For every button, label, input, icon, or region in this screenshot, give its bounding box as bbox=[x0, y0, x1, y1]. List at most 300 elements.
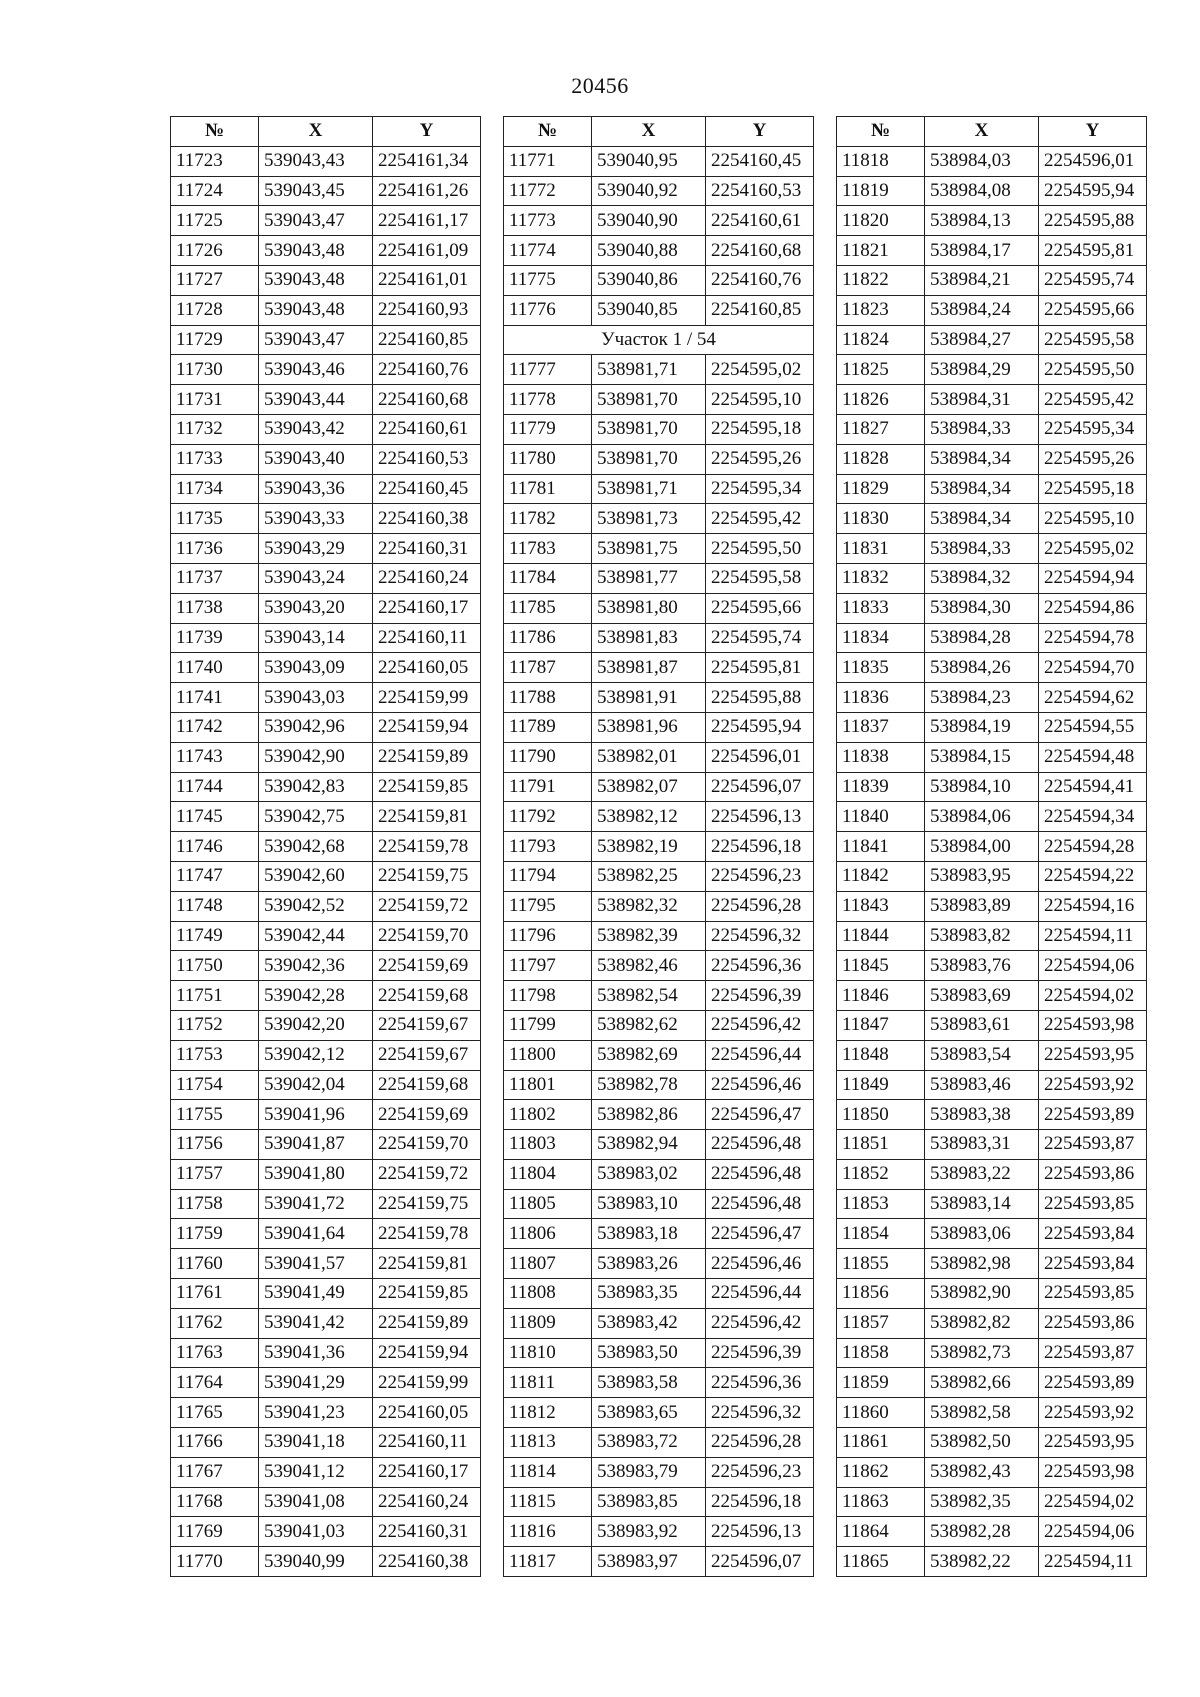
point-number-cell: 11792 bbox=[504, 802, 592, 832]
table-row bbox=[171, 1428, 481, 1458]
y-coordinate-cell: 2254595,58 bbox=[1039, 325, 1147, 355]
header-row bbox=[837, 117, 1147, 147]
table-row bbox=[837, 742, 1147, 772]
table-row bbox=[504, 1487, 814, 1517]
point-number-cell: 11794 bbox=[504, 861, 592, 891]
x-coordinate-cell: 538983,35 bbox=[592, 1279, 706, 1309]
table-row bbox=[171, 951, 481, 981]
point-number-cell: 11734 bbox=[171, 474, 259, 504]
x-coordinate-cell: 538984,17 bbox=[925, 236, 1039, 266]
point-number-cell: 11732 bbox=[171, 414, 259, 444]
x-coordinate-cell: 539043,03 bbox=[259, 683, 373, 713]
y-coordinate-cell: 2254596,23 bbox=[706, 861, 814, 891]
y-coordinate-cell: 2254593,86 bbox=[1039, 1308, 1147, 1338]
y-coordinate-cell: 2254160,93 bbox=[373, 295, 481, 325]
y-coordinate-cell: 2254593,95 bbox=[1039, 1040, 1147, 1070]
table-row bbox=[837, 474, 1147, 504]
table-row bbox=[171, 1189, 481, 1219]
point-number-cell: 11826 bbox=[837, 385, 925, 415]
table-row bbox=[837, 861, 1147, 891]
point-number-cell: 11840 bbox=[837, 802, 925, 832]
y-coordinate-cell: 2254160,17 bbox=[373, 593, 481, 623]
table-row bbox=[504, 832, 814, 862]
point-number-cell: 11723 bbox=[171, 146, 259, 176]
y-coordinate-cell: 2254594,34 bbox=[1039, 802, 1147, 832]
point-number-cell: 11860 bbox=[837, 1398, 925, 1428]
y-coordinate-cell: 2254593,89 bbox=[1039, 1100, 1147, 1130]
y-coordinate-cell: 2254595,50 bbox=[1039, 355, 1147, 385]
x-coordinate-cell: 538981,70 bbox=[592, 385, 706, 415]
x-coordinate-cell: 539041,29 bbox=[259, 1368, 373, 1398]
x-coordinate-cell: 538983,79 bbox=[592, 1457, 706, 1487]
y-coordinate-cell: 2254595,26 bbox=[706, 444, 814, 474]
table-row bbox=[504, 1100, 814, 1130]
x-coordinate-cell: 538981,87 bbox=[592, 653, 706, 683]
table-row bbox=[171, 832, 481, 862]
x-coordinate-cell: 538982,94 bbox=[592, 1130, 706, 1160]
y-coordinate-cell: 2254596,28 bbox=[706, 891, 814, 921]
y-coordinate-cell: 2254596,48 bbox=[706, 1130, 814, 1160]
x-coordinate-cell: 538982,32 bbox=[592, 891, 706, 921]
point-number-cell: 11750 bbox=[171, 951, 259, 981]
x-coordinate-cell: 538983,54 bbox=[925, 1040, 1039, 1070]
point-number-cell: 11800 bbox=[504, 1040, 592, 1070]
y-coordinate-cell: 2254159,89 bbox=[373, 1308, 481, 1338]
table-row bbox=[837, 653, 1147, 683]
table-row bbox=[837, 1338, 1147, 1368]
point-number-cell: 11748 bbox=[171, 891, 259, 921]
x-coordinate-cell: 539043,48 bbox=[259, 295, 373, 325]
table-row bbox=[837, 1189, 1147, 1219]
point-number-cell: 11845 bbox=[837, 951, 925, 981]
table-row bbox=[837, 355, 1147, 385]
y-coordinate-cell: 2254159,67 bbox=[373, 1010, 481, 1040]
x-coordinate-cell: 538983,14 bbox=[925, 1189, 1039, 1219]
table-row bbox=[504, 1070, 814, 1100]
table-row bbox=[504, 981, 814, 1011]
coordinates-table-left bbox=[170, 116, 481, 1577]
y-coordinate-cell: 2254160,38 bbox=[373, 504, 481, 534]
table-row bbox=[504, 891, 814, 921]
x-coordinate-cell: 538981,70 bbox=[592, 414, 706, 444]
table-row bbox=[171, 504, 481, 534]
x-coordinate-cell: 539043,42 bbox=[259, 414, 373, 444]
table-row bbox=[171, 1308, 481, 1338]
table-row bbox=[837, 295, 1147, 325]
y-coordinate-cell: 2254595,18 bbox=[1039, 474, 1147, 504]
x-coordinate-cell: 539041,42 bbox=[259, 1308, 373, 1338]
table-row bbox=[171, 414, 481, 444]
y-coordinate-cell: 2254160,76 bbox=[373, 355, 481, 385]
x-coordinate-cell: 538981,91 bbox=[592, 683, 706, 713]
point-number-cell: 11769 bbox=[171, 1517, 259, 1547]
point-number-cell: 11775 bbox=[504, 265, 592, 295]
y-coordinate-cell: 2254595,42 bbox=[706, 504, 814, 534]
x-coordinate-cell: 538984,24 bbox=[925, 295, 1039, 325]
x-coordinate-cell: 538983,31 bbox=[925, 1130, 1039, 1160]
point-number-cell: 11863 bbox=[837, 1487, 925, 1517]
x-coordinate-cell: 539043,43 bbox=[259, 146, 373, 176]
point-number-cell: 11852 bbox=[837, 1159, 925, 1189]
table-row bbox=[171, 921, 481, 951]
x-coordinate-cell: 538984,33 bbox=[925, 534, 1039, 564]
y-coordinate-cell: 2254160,76 bbox=[706, 265, 814, 295]
table-row bbox=[171, 206, 481, 236]
table-row bbox=[171, 1279, 481, 1309]
table-row bbox=[171, 802, 481, 832]
x-coordinate-cell: 538983,26 bbox=[592, 1249, 706, 1279]
point-number-cell: 11814 bbox=[504, 1457, 592, 1487]
y-coordinate-cell: 2254159,78 bbox=[373, 1219, 481, 1249]
x-coordinate-cell: 539041,36 bbox=[259, 1338, 373, 1368]
y-coordinate-cell: 2254594,02 bbox=[1039, 1487, 1147, 1517]
y-coordinate-cell: 2254159,67 bbox=[373, 1040, 481, 1070]
table-row bbox=[837, 921, 1147, 951]
point-number-cell: 11787 bbox=[504, 653, 592, 683]
x-coordinate-cell: 539041,49 bbox=[259, 1279, 373, 1309]
point-number-cell: 11736 bbox=[171, 534, 259, 564]
x-coordinate-cell: 538984,30 bbox=[925, 593, 1039, 623]
table-row bbox=[504, 176, 814, 206]
table-row bbox=[504, 653, 814, 683]
table-row bbox=[837, 683, 1147, 713]
point-number-cell: 11751 bbox=[171, 981, 259, 1011]
x-coordinate-cell: 538984,15 bbox=[925, 742, 1039, 772]
y-coordinate-cell: 2254593,84 bbox=[1039, 1219, 1147, 1249]
y-coordinate-cell: 2254596,01 bbox=[1039, 146, 1147, 176]
y-coordinate-cell: 2254160,05 bbox=[373, 653, 481, 683]
table-row bbox=[171, 1517, 481, 1547]
x-coordinate-cell: 539043,47 bbox=[259, 325, 373, 355]
table-row bbox=[837, 623, 1147, 653]
point-number-cell: 11812 bbox=[504, 1398, 592, 1428]
header-row bbox=[504, 117, 814, 147]
x-coordinate-cell: 539041,08 bbox=[259, 1487, 373, 1517]
x-coordinate-cell: 539042,12 bbox=[259, 1040, 373, 1070]
point-number-cell: 11865 bbox=[837, 1547, 925, 1577]
point-number-cell: 11760 bbox=[171, 1249, 259, 1279]
table-row bbox=[171, 1398, 481, 1428]
table-row bbox=[504, 1219, 814, 1249]
table-row bbox=[504, 1457, 814, 1487]
header-x: X bbox=[925, 117, 1039, 147]
table-row bbox=[171, 176, 481, 206]
table-row bbox=[171, 653, 481, 683]
y-coordinate-cell: 2254596,47 bbox=[706, 1100, 814, 1130]
y-coordinate-cell: 2254594,16 bbox=[1039, 891, 1147, 921]
point-number-cell: 11830 bbox=[837, 504, 925, 534]
point-number-cell: 11803 bbox=[504, 1130, 592, 1160]
x-coordinate-cell: 539043,44 bbox=[259, 385, 373, 415]
table-row bbox=[504, 414, 814, 444]
point-number-cell: 11778 bbox=[504, 385, 592, 415]
y-coordinate-cell: 2254160,45 bbox=[706, 146, 814, 176]
point-number-cell: 11846 bbox=[837, 981, 925, 1011]
point-number-cell: 11729 bbox=[171, 325, 259, 355]
point-number-cell: 11844 bbox=[837, 921, 925, 951]
point-number-cell: 11771 bbox=[504, 146, 592, 176]
x-coordinate-cell: 538983,46 bbox=[925, 1070, 1039, 1100]
table-row bbox=[171, 444, 481, 474]
point-number-cell: 11793 bbox=[504, 832, 592, 862]
x-coordinate-cell: 538984,23 bbox=[925, 683, 1039, 713]
table-row bbox=[504, 206, 814, 236]
table-row bbox=[171, 236, 481, 266]
table-row bbox=[171, 1010, 481, 1040]
x-coordinate-cell: 539043,48 bbox=[259, 236, 373, 266]
point-number-cell: 11855 bbox=[837, 1249, 925, 1279]
table-row bbox=[171, 265, 481, 295]
y-coordinate-cell: 2254593,89 bbox=[1039, 1368, 1147, 1398]
table-row bbox=[171, 861, 481, 891]
point-number-cell: 11835 bbox=[837, 653, 925, 683]
x-coordinate-cell: 538983,38 bbox=[925, 1100, 1039, 1130]
x-coordinate-cell: 538984,31 bbox=[925, 385, 1039, 415]
point-number-cell: 11818 bbox=[837, 146, 925, 176]
y-coordinate-cell: 2254594,11 bbox=[1039, 921, 1147, 951]
y-coordinate-cell: 2254595,02 bbox=[706, 355, 814, 385]
point-number-cell: 11752 bbox=[171, 1010, 259, 1040]
y-coordinate-cell: 2254593,86 bbox=[1039, 1159, 1147, 1189]
point-number-cell: 11788 bbox=[504, 683, 592, 713]
y-coordinate-cell: 2254161,34 bbox=[373, 146, 481, 176]
x-coordinate-cell: 539040,92 bbox=[592, 176, 706, 206]
point-number-cell: 11833 bbox=[837, 593, 925, 623]
point-number-cell: 11849 bbox=[837, 1070, 925, 1100]
point-number-cell: 11757 bbox=[171, 1159, 259, 1189]
point-number-cell: 11774 bbox=[504, 236, 592, 266]
y-coordinate-cell: 2254595,34 bbox=[706, 474, 814, 504]
x-coordinate-cell: 538983,97 bbox=[592, 1547, 706, 1577]
x-coordinate-cell: 538984,21 bbox=[925, 265, 1039, 295]
y-coordinate-cell: 2254596,42 bbox=[706, 1308, 814, 1338]
table-row bbox=[837, 325, 1147, 355]
x-coordinate-cell: 539042,68 bbox=[259, 832, 373, 862]
table-row bbox=[837, 1398, 1147, 1428]
table-row bbox=[837, 265, 1147, 295]
x-coordinate-cell: 539042,28 bbox=[259, 981, 373, 1011]
point-number-cell: 11758 bbox=[171, 1189, 259, 1219]
point-number-cell: 11813 bbox=[504, 1428, 592, 1458]
x-coordinate-cell: 539041,96 bbox=[259, 1100, 373, 1130]
y-coordinate-cell: 2254596,47 bbox=[706, 1219, 814, 1249]
point-number-cell: 11753 bbox=[171, 1040, 259, 1070]
header-num: № bbox=[837, 117, 925, 147]
table-row bbox=[837, 1070, 1147, 1100]
x-coordinate-cell: 538982,62 bbox=[592, 1010, 706, 1040]
x-coordinate-cell: 538984,28 bbox=[925, 623, 1039, 653]
point-number-cell: 11807 bbox=[504, 1249, 592, 1279]
point-number-cell: 11766 bbox=[171, 1428, 259, 1458]
y-coordinate-cell: 2254159,94 bbox=[373, 712, 481, 742]
y-coordinate-cell: 2254595,26 bbox=[1039, 444, 1147, 474]
table-row bbox=[837, 1159, 1147, 1189]
table-row bbox=[837, 951, 1147, 981]
y-coordinate-cell: 2254593,85 bbox=[1039, 1189, 1147, 1219]
table-row bbox=[504, 1010, 814, 1040]
y-coordinate-cell: 2254596,46 bbox=[706, 1249, 814, 1279]
x-coordinate-cell: 538984,33 bbox=[925, 414, 1039, 444]
point-number-cell: 11802 bbox=[504, 1100, 592, 1130]
point-number-cell: 11836 bbox=[837, 683, 925, 713]
y-coordinate-cell: 2254160,68 bbox=[373, 385, 481, 415]
x-coordinate-cell: 538982,35 bbox=[925, 1487, 1039, 1517]
point-number-cell: 11730 bbox=[171, 355, 259, 385]
point-number-cell: 11815 bbox=[504, 1487, 592, 1517]
header-y: Y bbox=[373, 117, 481, 147]
table-row bbox=[504, 1279, 814, 1309]
x-coordinate-cell: 538982,43 bbox=[925, 1457, 1039, 1487]
y-coordinate-cell: 2254160,68 bbox=[706, 236, 814, 266]
point-number-cell: 11827 bbox=[837, 414, 925, 444]
y-coordinate-cell: 2254594,06 bbox=[1039, 1517, 1147, 1547]
y-coordinate-cell: 2254159,89 bbox=[373, 742, 481, 772]
table-row bbox=[837, 1547, 1147, 1577]
y-coordinate-cell: 2254160,61 bbox=[373, 414, 481, 444]
x-coordinate-cell: 538983,22 bbox=[925, 1159, 1039, 1189]
x-coordinate-cell: 538981,71 bbox=[592, 355, 706, 385]
x-coordinate-cell: 539041,72 bbox=[259, 1189, 373, 1219]
y-coordinate-cell: 2254160,11 bbox=[373, 623, 481, 653]
header-num: № bbox=[171, 117, 259, 147]
point-number-cell: 11856 bbox=[837, 1279, 925, 1309]
x-coordinate-cell: 538982,28 bbox=[925, 1517, 1039, 1547]
coordinates-table-right bbox=[836, 116, 1147, 1577]
point-number-cell: 11839 bbox=[837, 772, 925, 802]
y-coordinate-cell: 2254596,32 bbox=[706, 921, 814, 951]
point-number-cell: 11848 bbox=[837, 1040, 925, 1070]
point-number-cell: 11733 bbox=[171, 444, 259, 474]
y-coordinate-cell: 2254594,55 bbox=[1039, 712, 1147, 742]
table-row bbox=[837, 1219, 1147, 1249]
table-row bbox=[504, 295, 814, 325]
x-coordinate-cell: 538984,03 bbox=[925, 146, 1039, 176]
x-coordinate-cell: 538982,12 bbox=[592, 802, 706, 832]
x-coordinate-cell: 539042,04 bbox=[259, 1070, 373, 1100]
y-coordinate-cell: 2254160,17 bbox=[373, 1457, 481, 1487]
point-number-cell: 11801 bbox=[504, 1070, 592, 1100]
y-coordinate-cell: 2254593,95 bbox=[1039, 1428, 1147, 1458]
point-number-cell: 11735 bbox=[171, 504, 259, 534]
y-coordinate-cell: 2254596,07 bbox=[706, 1547, 814, 1577]
header-y: Y bbox=[706, 117, 814, 147]
y-coordinate-cell: 2254596,46 bbox=[706, 1070, 814, 1100]
point-number-cell: 11864 bbox=[837, 1517, 925, 1547]
table-row bbox=[171, 1249, 481, 1279]
y-coordinate-cell: 2254596,32 bbox=[706, 1398, 814, 1428]
table-row bbox=[837, 385, 1147, 415]
x-coordinate-cell: 539040,86 bbox=[592, 265, 706, 295]
x-coordinate-cell: 539042,83 bbox=[259, 772, 373, 802]
table-row bbox=[171, 1070, 481, 1100]
y-coordinate-cell: 2254595,74 bbox=[1039, 265, 1147, 295]
x-coordinate-cell: 538983,42 bbox=[592, 1308, 706, 1338]
x-coordinate-cell: 538984,06 bbox=[925, 802, 1039, 832]
table-row bbox=[504, 1517, 814, 1547]
table-row bbox=[837, 712, 1147, 742]
table-row bbox=[504, 355, 814, 385]
header-num: № bbox=[504, 117, 592, 147]
y-coordinate-cell: 2254596,01 bbox=[706, 742, 814, 772]
table-row bbox=[171, 981, 481, 1011]
y-coordinate-cell: 2254596,13 bbox=[706, 1517, 814, 1547]
x-coordinate-cell: 538983,82 bbox=[925, 921, 1039, 951]
y-coordinate-cell: 2254596,07 bbox=[706, 772, 814, 802]
y-coordinate-cell: 2254160,61 bbox=[706, 206, 814, 236]
x-coordinate-cell: 538981,70 bbox=[592, 444, 706, 474]
x-coordinate-cell: 538983,61 bbox=[925, 1010, 1039, 1040]
section-label: Участок 1 / 54 bbox=[504, 325, 814, 355]
y-coordinate-cell: 2254596,44 bbox=[706, 1279, 814, 1309]
table-row bbox=[837, 1279, 1147, 1309]
y-coordinate-cell: 2254596,36 bbox=[706, 1368, 814, 1398]
table-row bbox=[171, 1547, 481, 1577]
point-number-cell: 11843 bbox=[837, 891, 925, 921]
point-number-cell: 11741 bbox=[171, 683, 259, 713]
point-number-cell: 11749 bbox=[171, 921, 259, 951]
x-coordinate-cell: 539041,18 bbox=[259, 1428, 373, 1458]
point-number-cell: 11806 bbox=[504, 1219, 592, 1249]
x-coordinate-cell: 539042,20 bbox=[259, 1010, 373, 1040]
x-coordinate-cell: 539042,36 bbox=[259, 951, 373, 981]
x-coordinate-cell: 539040,99 bbox=[259, 1547, 373, 1577]
y-coordinate-cell: 2254595,88 bbox=[706, 683, 814, 713]
point-number-cell: 11744 bbox=[171, 772, 259, 802]
table-row bbox=[837, 1040, 1147, 1070]
point-number-cell: 11726 bbox=[171, 236, 259, 266]
x-coordinate-cell: 538981,77 bbox=[592, 563, 706, 593]
point-number-cell: 11791 bbox=[504, 772, 592, 802]
table-row bbox=[171, 1100, 481, 1130]
header-x: X bbox=[592, 117, 706, 147]
x-coordinate-cell: 538982,46 bbox=[592, 951, 706, 981]
table-row bbox=[171, 1368, 481, 1398]
y-coordinate-cell: 2254596,44 bbox=[706, 1040, 814, 1070]
y-coordinate-cell: 2254594,48 bbox=[1039, 742, 1147, 772]
table-row bbox=[504, 474, 814, 504]
table-row bbox=[837, 504, 1147, 534]
x-coordinate-cell: 538984,34 bbox=[925, 444, 1039, 474]
table-row bbox=[504, 1249, 814, 1279]
table-row bbox=[837, 891, 1147, 921]
y-coordinate-cell: 2254596,13 bbox=[706, 802, 814, 832]
x-coordinate-cell: 539042,44 bbox=[259, 921, 373, 951]
table-row bbox=[171, 295, 481, 325]
y-coordinate-cell: 2254594,62 bbox=[1039, 683, 1147, 713]
y-coordinate-cell: 2254159,75 bbox=[373, 861, 481, 891]
x-coordinate-cell: 539043,24 bbox=[259, 563, 373, 593]
x-coordinate-cell: 539043,47 bbox=[259, 206, 373, 236]
point-number-cell: 11762 bbox=[171, 1308, 259, 1338]
x-coordinate-cell: 539040,95 bbox=[592, 146, 706, 176]
y-coordinate-cell: 2254160,31 bbox=[373, 534, 481, 564]
y-coordinate-cell: 2254159,99 bbox=[373, 1368, 481, 1398]
point-number-cell: 11768 bbox=[171, 1487, 259, 1517]
y-coordinate-cell: 2254160,05 bbox=[373, 1398, 481, 1428]
y-coordinate-cell: 2254595,81 bbox=[1039, 236, 1147, 266]
section-row bbox=[504, 325, 814, 355]
point-number-cell: 11786 bbox=[504, 623, 592, 653]
point-number-cell: 11825 bbox=[837, 355, 925, 385]
y-coordinate-cell: 2254593,87 bbox=[1039, 1130, 1147, 1160]
table-row bbox=[837, 1100, 1147, 1130]
x-coordinate-cell: 539041,03 bbox=[259, 1517, 373, 1547]
x-coordinate-cell: 539040,90 bbox=[592, 206, 706, 236]
table-row bbox=[837, 146, 1147, 176]
point-number-cell: 11759 bbox=[171, 1219, 259, 1249]
point-number-cell: 11823 bbox=[837, 295, 925, 325]
table-row bbox=[171, 385, 481, 415]
